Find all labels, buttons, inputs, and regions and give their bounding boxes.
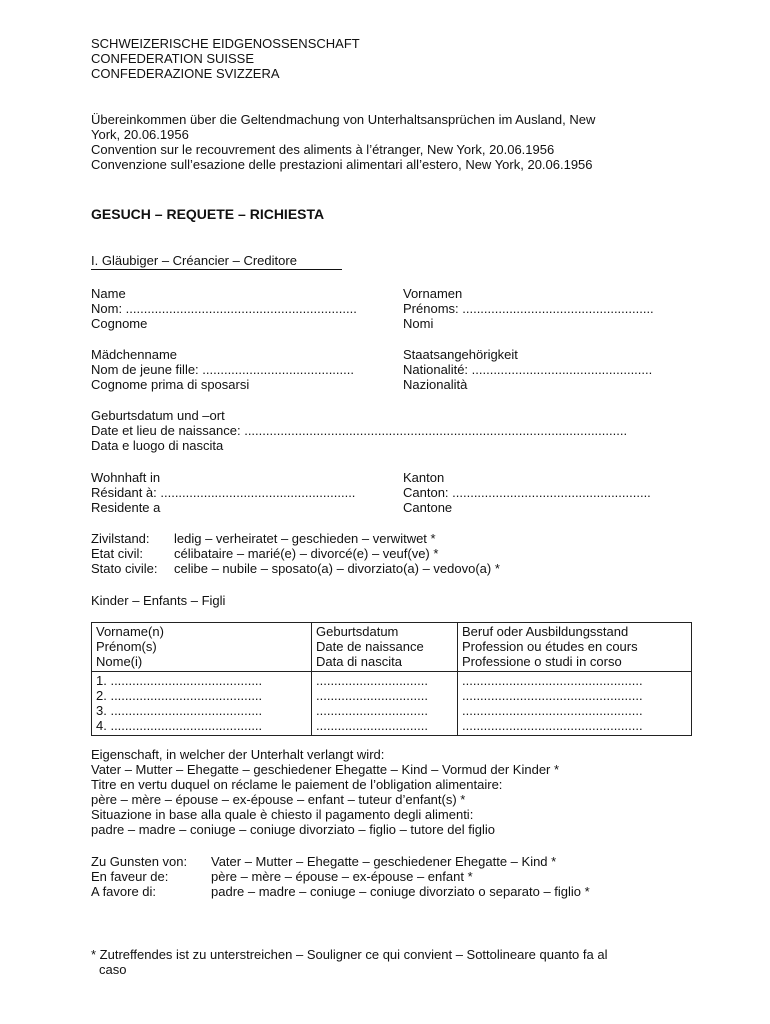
capacity-options-de[interactable]: Vater – Mutter – Ehegatte – geschiedener Ehegatte – Kind – Vormud der Kinder * (91, 762, 560, 777)
section-underline (91, 269, 342, 270)
page-title: GESUCH – REQUETE – RICHIESTA (91, 206, 325, 222)
favour-label-fr: En faveur de: (91, 869, 169, 884)
header-text: Date de naissance (316, 639, 424, 654)
birth-field[interactable]: Date et lieu de naissance: .......................................................................................................... (91, 423, 628, 438)
name-label-de: Name (91, 286, 126, 301)
birth-label-de: Geburtsdatum und –ort (91, 408, 225, 423)
child-firstname-field[interactable]: 1. .......................................... (96, 673, 263, 688)
child-firstname-field[interactable]: 4. .......................................... (96, 718, 263, 733)
favour-options-fr[interactable]: père – mère – épouse – ex-épouse – enfant * (211, 869, 473, 884)
children-heading: Kinder – Enfants – Figli (91, 593, 226, 608)
header-line-fr: CONFEDERATION SUISSE (91, 51, 255, 66)
child-occupation-field[interactable]: .................................................. (462, 703, 643, 718)
convention-fr: Convention sur le recouvrement des aliments à l’étranger, New York, 20.06.1956 (91, 142, 555, 157)
civil-status-options-de[interactable]: ledig – verheiratet – geschieden – verwitwet * (174, 531, 436, 546)
birthdate-column (312, 672, 458, 736)
header-birthdate (312, 623, 458, 672)
child-birthdate-field[interactable]: ............................... (316, 673, 428, 688)
header-text: Vorname(n) (96, 624, 164, 639)
child-birthdate-field[interactable]: ............................... (316, 703, 428, 718)
favour-label-de: Zu Gunsten von: (91, 854, 188, 869)
capacity-label-it: Situazione in base alla quale è chiesto il pagamento degli alimenti: (91, 807, 474, 822)
footnote-line2: caso (99, 962, 127, 977)
header-occupation (458, 623, 692, 672)
name-label-it: Cognome (91, 316, 148, 331)
birth-label-it: Data e luogo di nascita (91, 438, 224, 453)
header-text: Profession ou études en cours (462, 639, 638, 654)
child-occupation-field[interactable]: .................................................. (462, 718, 643, 733)
capacity-label-fr: Titre en vertu duquel on réclame le paiement de l’obligation alimentaire: (91, 777, 503, 792)
header-firstname (92, 623, 312, 672)
table-header-row (92, 623, 692, 672)
footnote-line1: * Zutreffendes ist zu unterstreichen – Souligner ce qui convient – Sottolineare quanto fa al (91, 947, 608, 962)
firstnames-label-it: Nomi (403, 316, 434, 331)
capacity-options-fr[interactable]: père – mère – épouse – ex-épouse – enfant – tuteur d’enfant(s) * (91, 792, 466, 807)
nationality-field[interactable]: Nationalité: .................................................. (403, 362, 653, 377)
maiden-name-field[interactable]: Nom de jeune fille: .......................................... (91, 362, 354, 377)
firstnames-label-de: Vornamen (403, 286, 463, 301)
section-creditor-heading: I. Gläubiger – Créancier – Creditore (91, 253, 297, 268)
capacity-label-de: Eigenschaft, in welcher der Unterhalt verlangt wird: (91, 747, 385, 762)
firstname-column (92, 672, 312, 736)
canton-field[interactable]: Canton: ....................................................... (403, 485, 651, 500)
child-firstname-field[interactable]: 3. .......................................... (96, 703, 263, 718)
capacity-options-it[interactable]: padre – madre – coniuge – coniuge divorziato – figlio – tutore del figlio (91, 822, 495, 837)
nationality-label-it: Nazionalità (403, 377, 468, 392)
favour-label-it: A favore di: (91, 884, 157, 899)
firstnames-field[interactable]: Prénoms: ..................................................... (403, 301, 654, 316)
favour-options-it[interactable]: padre – madre – coniuge – coniuge divorziato o separato – figlio * (211, 884, 590, 899)
civil-status-options-it[interactable]: celibe – nubile – sposato(a) – divorziato(a) – vedovo(a) * (174, 561, 500, 576)
civil-status-options-fr[interactable]: célibataire – marié(e) – divorcé(e) – veuf(ve) * (174, 546, 439, 561)
child-birthdate-field[interactable]: ............................... (316, 718, 428, 733)
child-birthdate-field[interactable]: ............................... (316, 688, 428, 703)
children-table (91, 622, 692, 736)
header-text: Prénom(s) (96, 639, 157, 654)
convention-de-line1: Übereinkommen über die Geltendmachung von Unterhaltsansprüchen im Ausland, New (91, 112, 596, 127)
header-text: Beruf oder Ausbildungsstand (462, 624, 629, 639)
header-line-it: CONFEDERAZIONE SVIZZERA (91, 66, 280, 81)
child-firstname-field[interactable]: 2. .......................................... (96, 688, 263, 703)
canton-label-de: Kanton (403, 470, 445, 485)
residence-label-it: Residente a (91, 500, 161, 515)
child-occupation-field[interactable]: .................................................. (462, 688, 643, 703)
header-text: Data di nascita (316, 654, 402, 669)
header-text: Professione o studi in corso (462, 654, 622, 669)
civil-status-label-it: Stato civile: (91, 561, 158, 576)
maiden-name-label-it: Cognome prima di sposarsi (91, 377, 250, 392)
maiden-name-label-de: Mädchenname (91, 347, 177, 362)
name-field[interactable]: Nom: ................................................................ (91, 301, 357, 316)
table-row (92, 672, 692, 736)
convention-it: Convenzione sull’esazione delle prestazioni alimentari all’estero, New York, 20.06.1956 (91, 157, 593, 172)
residence-field[interactable]: Résidant à: ...................................................... (91, 485, 356, 500)
residence-label-de: Wohnhaft in (91, 470, 161, 485)
favour-options-de[interactable]: Vater – Mutter – Ehegatte – geschiedener Ehegatte – Kind * (211, 854, 557, 869)
nationality-label-de: Staatsangehörigkeit (403, 347, 518, 362)
civil-status-label-de: Zivilstand: (91, 531, 150, 546)
header-line-de: SCHWEIZERISCHE EIDGENOSSENSCHAFT (91, 36, 360, 51)
civil-status-label-fr: Etat civil: (91, 546, 144, 561)
convention-de-line2: York, 20.06.1956 (91, 127, 189, 142)
header-text: Geburtsdatum (316, 624, 399, 639)
header-text: Nome(i) (96, 654, 143, 669)
canton-label-it: Cantone (403, 500, 453, 515)
child-occupation-field[interactable]: .................................................. (462, 673, 643, 688)
occupation-column (458, 672, 692, 736)
